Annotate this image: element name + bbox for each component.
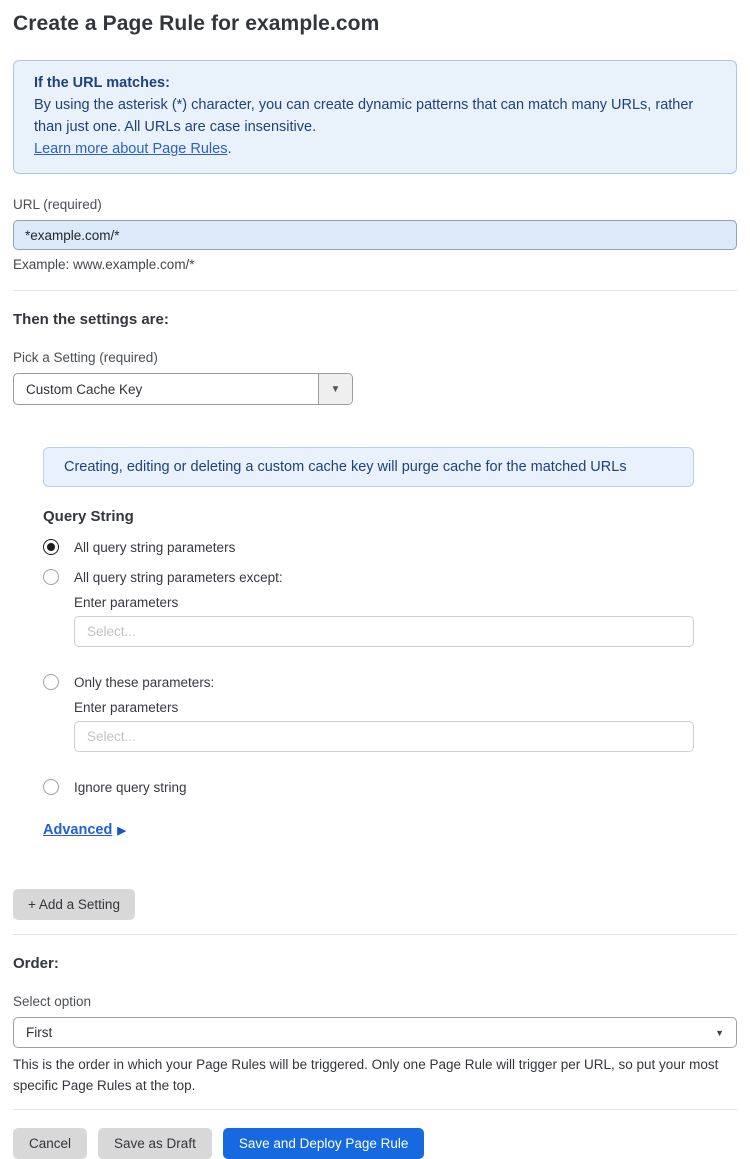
url-input[interactable] — [13, 220, 737, 250]
divider — [13, 934, 737, 935]
order-description: This is the order in which your Page Rules will be triggered. Only one Page Rule will trigger per URL, so put your most specific Page Rules at the top. — [13, 1057, 719, 1093]
radio-only-these-parameters[interactable] — [43, 674, 737, 690]
link-suffix: . — [227, 141, 232, 157]
settings-section-heading: Then the settings are: — [13, 311, 169, 328]
radio-label: All query string parameters except: — [74, 569, 283, 585]
setting-dropdown[interactable] — [13, 373, 353, 405]
save-as-draft-button[interactable]: Save as Draft — [98, 1128, 212, 1159]
order-select[interactable] — [13, 1017, 737, 1048]
save-and-deploy-button[interactable]: Save and Deploy Page Rule — [223, 1128, 425, 1159]
radio-icon[interactable] — [43, 569, 59, 585]
radio-ignore-query-string[interactable] — [43, 779, 737, 795]
radio-all-query-string-parameters[interactable] — [43, 539, 737, 555]
radio-all-params-except[interactable] — [43, 569, 737, 585]
info-box-link-line — [34, 138, 716, 160]
setting-dropdown-caret-segment[interactable] — [318, 374, 352, 404]
url-match-info-box — [13, 60, 737, 174]
chevron-right-icon: ▶ — [117, 824, 126, 837]
add-setting-button[interactable]: + Add a Setting — [13, 889, 135, 920]
info-box-heading: If the URL matches: — [34, 75, 170, 91]
query-string-heading: Query String — [43, 508, 134, 525]
radio-label: Only these parameters: — [74, 674, 215, 690]
chevron-down-icon: ▼ — [715, 1027, 724, 1038]
pick-setting-label: Pick a Setting (required) — [13, 350, 158, 365]
cache-key-notice: Creating, editing or deleting a custom cache key will purge cache for the matched URLs — [43, 447, 694, 487]
divider — [13, 1109, 737, 1110]
learn-more-link[interactable]: Learn more about Page Rules — [34, 141, 228, 157]
advanced-link[interactable] — [43, 822, 126, 838]
actions-row — [13, 1128, 737, 1159]
setting-dropdown-value: Custom Cache Key — [26, 381, 143, 397]
only-parameters-input[interactable] — [74, 721, 694, 752]
order-heading: Order: — [13, 955, 59, 972]
divider — [13, 290, 737, 291]
radio-label: Ignore query string — [74, 779, 187, 795]
order-select-label: Select option — [13, 994, 92, 1009]
radio-icon[interactable] — [43, 779, 59, 795]
chevron-down-icon: ▼ — [330, 383, 341, 395]
radio-label: All query string parameters — [74, 539, 236, 555]
except-parameters-input[interactable] — [74, 616, 694, 647]
url-field-label: URL (required) — [13, 197, 102, 212]
radio-icon[interactable] — [43, 539, 59, 555]
info-box-body: By using the asterisk (*) character, you can create dynamic patterns that can match many URLs, rather than just one. All URLs are case insensitive. — [34, 97, 694, 135]
url-example-text: Example: www.example.com/* — [13, 257, 195, 272]
advanced-link-label: Advanced — [43, 822, 113, 838]
order-select-value: First — [26, 1025, 53, 1040]
page-title: Create a Page Rule for example.com — [13, 12, 380, 35]
enter-parameters-label: Enter parameters — [74, 700, 179, 715]
radio-icon[interactable] — [43, 674, 59, 690]
cancel-button[interactable]: Cancel — [13, 1128, 87, 1159]
enter-parameters-label: Enter parameters — [74, 595, 179, 610]
